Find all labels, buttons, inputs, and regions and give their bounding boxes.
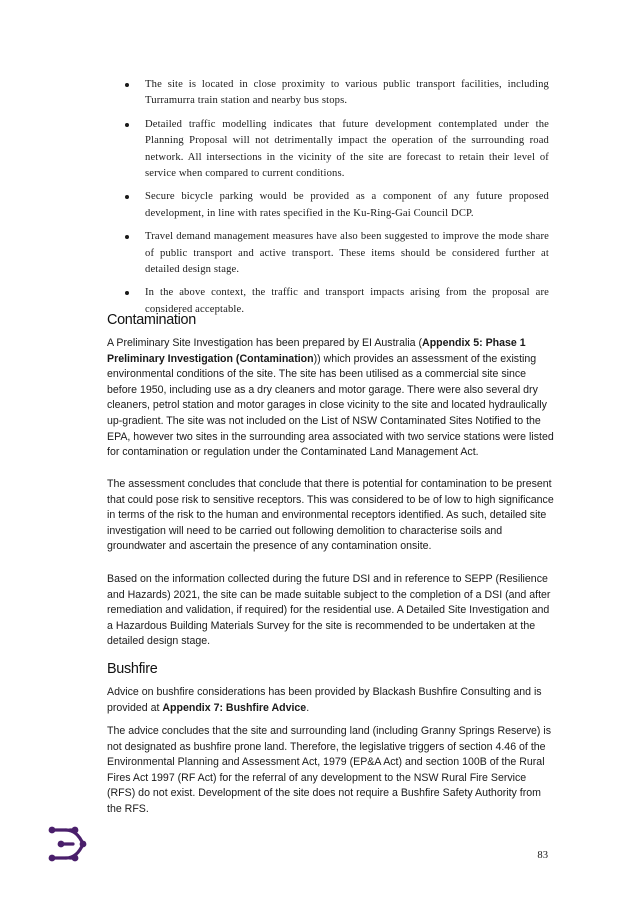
bullet-item bbox=[107, 189, 549, 222]
traffic-bullet-list bbox=[107, 77, 549, 325]
bushfire-paragraph-1 bbox=[107, 685, 555, 716]
bullet-text: Secure bicycle parking would be provided as a component of any future proposed development, in line with rates specified in the Ku-Ring-Gai Council DCP. bbox=[145, 191, 549, 219]
paragraph-text: )) which provides an assessment of the existing environmental conditions of the site. The site has been utilised as a commercial site since before 1950, including use as a dry cleaners and motor garage. There were also several dry cleaners, petrol station and motor garages in close vicinity to the site and located hydraulically up-gradient. The site was not included on the List of NSW Contaminated Sites Notified to the EPA, however two sites in the surrounding area associated with two service stations were listed for contamination or regulation under the Contaminated Land Management Act. bbox=[107, 352, 554, 459]
paragraph-text: Advice on bushfire considerations has been provided by Blackash Bushfire Consulting and is provided at bbox=[107, 686, 542, 714]
contamination-heading: Contamination bbox=[107, 312, 196, 328]
appendix-7-reference: Appendix 7: Bushfire Advice bbox=[162, 701, 307, 714]
bullet-item bbox=[107, 229, 549, 278]
bullet-item bbox=[107, 117, 549, 183]
paragraph-text: A Preliminary Site Investigation has been prepared by EI Australia ( bbox=[107, 337, 423, 349]
page-number: 83 bbox=[537, 850, 548, 861]
bushfire-paragraph-2: The advice concludes that the site and surrounding land (including Granny Springs Reserve) is not designated as bushfire prone land. Therefore, the legislative triggers of section 4.46 of the Environmental Planning and Assessment Act, 1979 (EP&A Act) and section 100B of the Rural Fires Act 1997 (RF Act) for the referral of any development to the NSW Rural Fire Service (RFS) do not exist. Development of the site does not require a Bushfire Safety Authority from the RFS. bbox=[107, 725, 552, 815]
bullet-text: Detailed traffic modelling indicates that future development contemplated under the Planning Proposal will not detrimentally impact the operation of the surrounding road network. All intersections in the vicinity of the site are forecast to retain their level of service when compared to current conditions. bbox=[145, 118, 549, 180]
bullet-dot-icon bbox=[125, 291, 129, 295]
bullet-dot-icon bbox=[125, 83, 129, 87]
contamination-paragraph-1 bbox=[107, 336, 555, 461]
contamination-paragraph-2: The assessment concludes that conclude that there is potential for contamination to be present that could pose risk to sensitive receptors. This was considered to be of low to high significance in terms of the risk to the human and environmental receptors identified. As such, detailed site investigation will need to be carried out following demolition to characterise soils and groundwater and ascertain the presence of any contamination onsite. bbox=[107, 478, 554, 553]
bullet-text: The site is located in close proximity to various public transport facilities, including Turramurra train station and nearby bus stops. bbox=[145, 79, 549, 107]
contamination-paragraph-3: Based on the information collected during the future DSI and in reference to SEPP (Resilience and Hazards) 2021, the site can be made suitable subject to the completion of a DSI (and after remediation and validation, if required) for the residential use. A Detailed Site Investigation and a Hazardous Building Materials Survey for the site is recommended to be undertaken at the detailed design stage. bbox=[107, 573, 551, 648]
bullet-dot-icon bbox=[125, 195, 129, 199]
bullet-text: Travel demand management measures have also been suggested to improve the mode share of public transport and active transport. These items should be considered further at detailed design stage. bbox=[145, 231, 549, 276]
company-logo-icon bbox=[47, 826, 89, 862]
appendix-5-reference: Appendix 5: Phase 1 Preliminary Investigation (Contamination bbox=[107, 337, 526, 365]
bullet-text: In the above context, the traffic and transport impacts arising from the proposal are considered acceptable. bbox=[145, 287, 549, 315]
bullet-item bbox=[107, 77, 549, 110]
bullet-dot-icon bbox=[125, 123, 129, 127]
bullet-dot-icon bbox=[125, 235, 129, 239]
bushfire-heading: Bushfire bbox=[107, 661, 158, 677]
paragraph-text: . bbox=[306, 701, 310, 714]
